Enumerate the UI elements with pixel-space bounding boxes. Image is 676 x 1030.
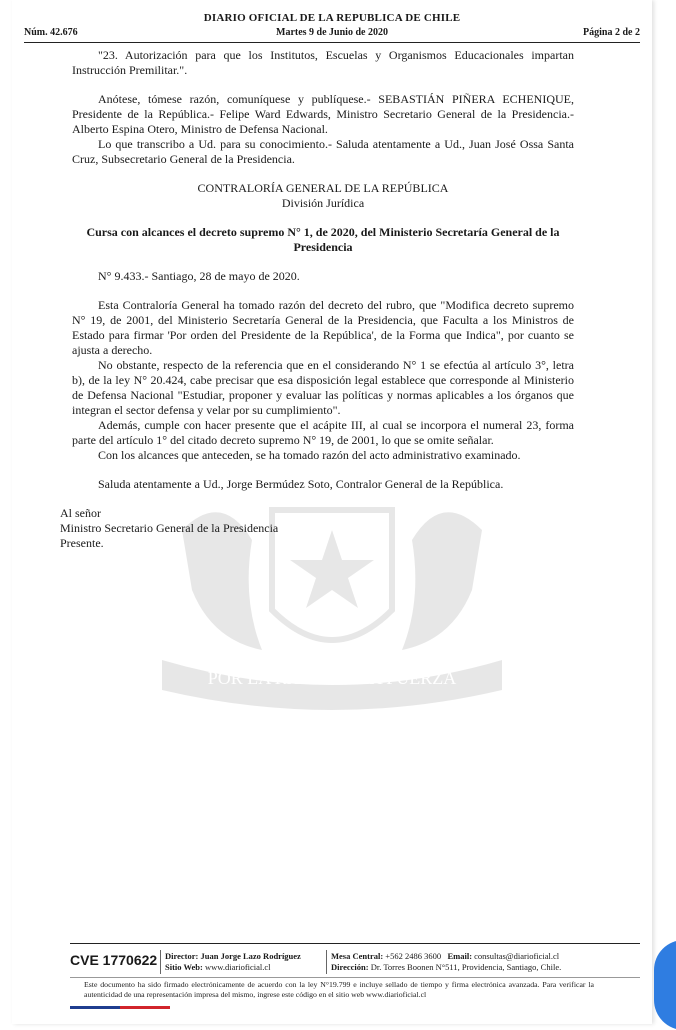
addressee-line-1: Al señor	[60, 506, 101, 520]
section-title: CONTRALORÍA GENERAL DE LA REPÚBLICA	[197, 181, 449, 195]
mesa-label: Mesa Central:	[331, 951, 384, 961]
paragraph-alcances: Con los alcances que anteceden, se ha tomado razón del acto administrativo examinado.	[98, 448, 521, 462]
footer-director-block	[165, 951, 301, 973]
paragraph-signatures: Anótese, tómese razón, comuníquese y publíquese.- SEBASTIÁN PIÑERA ECHENIQUE, Presidente de la República.- Felipe Ward Edwards, Ministro Secretario General de la Presidencia.- Alberto Espina Otero, Ministro de Defensa Nacional.	[72, 92, 574, 136]
email-label: Email:	[447, 951, 473, 961]
address-value: Dr. Torres Boonen N°511, Providencia, Santiago, Chile.	[370, 962, 562, 972]
header-divider	[24, 42, 640, 43]
issue-number: Núm. 42.676	[24, 27, 78, 38]
footer-separator	[160, 950, 161, 974]
paragraph-article-23: "23. Autorización para que los Institutos, Escuelas y Organismos Educacionales impartan Instrucción Premilitar.".	[72, 48, 574, 77]
site-label: Sitio Web:	[165, 962, 203, 972]
page-number: Página 2 de 2	[583, 27, 640, 38]
flag-stripe-red	[120, 1006, 170, 1009]
section-subtitle: División Jurídica	[281, 196, 365, 210]
reference-line: N° 9.433.- Santiago, 28 de mayo de 2020.	[98, 269, 300, 283]
footer-contact-block	[331, 951, 561, 973]
footer-separator	[326, 950, 327, 974]
footer-divider	[70, 943, 640, 944]
address-label: Dirección:	[331, 962, 369, 972]
mesa-phone: +562 2486 3600	[385, 951, 442, 961]
footer-divider-2	[70, 977, 640, 978]
motto-text: POR LA RAZON O LA FUERZA	[207, 668, 457, 688]
page-header	[24, 12, 640, 42]
cve-code: CVE 1770622	[70, 952, 158, 968]
document-body	[60, 48, 574, 551]
paragraph-saluda: Saluda atentamente a Ud., Jorge Bermúdez Soto, Contralor General de la República.	[98, 477, 504, 491]
site-link[interactable]: www.diarioficial.cl	[205, 962, 271, 972]
director-name: Juan Jorge Lazo Rodríguez	[200, 951, 301, 961]
signature-note: Este documento ha sido firmado electrónicamente de acuerdo con la ley N°19.799 e incluye sellado de tiempo y firma electrónica avanzada. Para verificar la autenticidad de una representación impresa del mismo, ingrese este código en el sitio web www.diarioficial.cl	[84, 980, 594, 999]
issue-date: Martes 9 de Junio de 2020	[276, 27, 388, 38]
email-link[interactable]: consultas@diarioficial.cl	[474, 951, 560, 961]
paragraph-toma-razon: Esta Contraloría General ha tomado razón del decreto del rubro, que "Modifica decreto supremo N° 19, de 2001, del Ministerio Secretaría General de la Presidencia, que Faculta a los Ministros de Estado para firmar 'Por orden del Presidente de la República', de la Forma que Indica", por cuanto se ajusta a derecho.	[72, 298, 574, 357]
flag-stripe-blue	[70, 1006, 120, 1009]
document-page	[12, 0, 652, 1024]
paragraph-transcription: Lo que transcribo a Ud. para su conocimiento.- Saluda atentamente a Ud., Juan José Ossa Santa Cruz, Subsecretario General de la Presidencia.	[72, 137, 574, 166]
addressee-line-3: Presente.	[60, 536, 104, 550]
paragraph-no-obstante: No obstante, respecto de la referencia que en el considerando N° 1 se efectúa al artículo 3°, letra b), de la ley N° 20.424, cabe precisar que esa disposición legal establece que corresponde al Ministerio de Defensa Nacional "Estudiar, proponer y evaluar las políticas y normas aplicables a los órganos que integran el sector defensa y velar por su cumplimiento".	[72, 358, 574, 417]
paragraph-ademas: Además, cumple con hacer presente que el acápite III, al cual se incorpora el numeral 23, forma parte del artículo 1° del citado decreto supremo N° 19, de 2001, lo que se omite señalar.	[72, 418, 574, 447]
decree-title: Cursa con alcances el decreto supremo N° 1, de 2020, del Ministerio Secretaría General de la Presidencia	[86, 225, 560, 254]
director-label: Director:	[165, 951, 199, 961]
publication-title: DIARIO OFICIAL DE LA REPUBLICA DE CHILE	[203, 12, 461, 24]
addressee-line-2: Ministro Secretario General de la Presidencia	[60, 521, 279, 535]
floating-action-edge[interactable]	[654, 940, 676, 1030]
